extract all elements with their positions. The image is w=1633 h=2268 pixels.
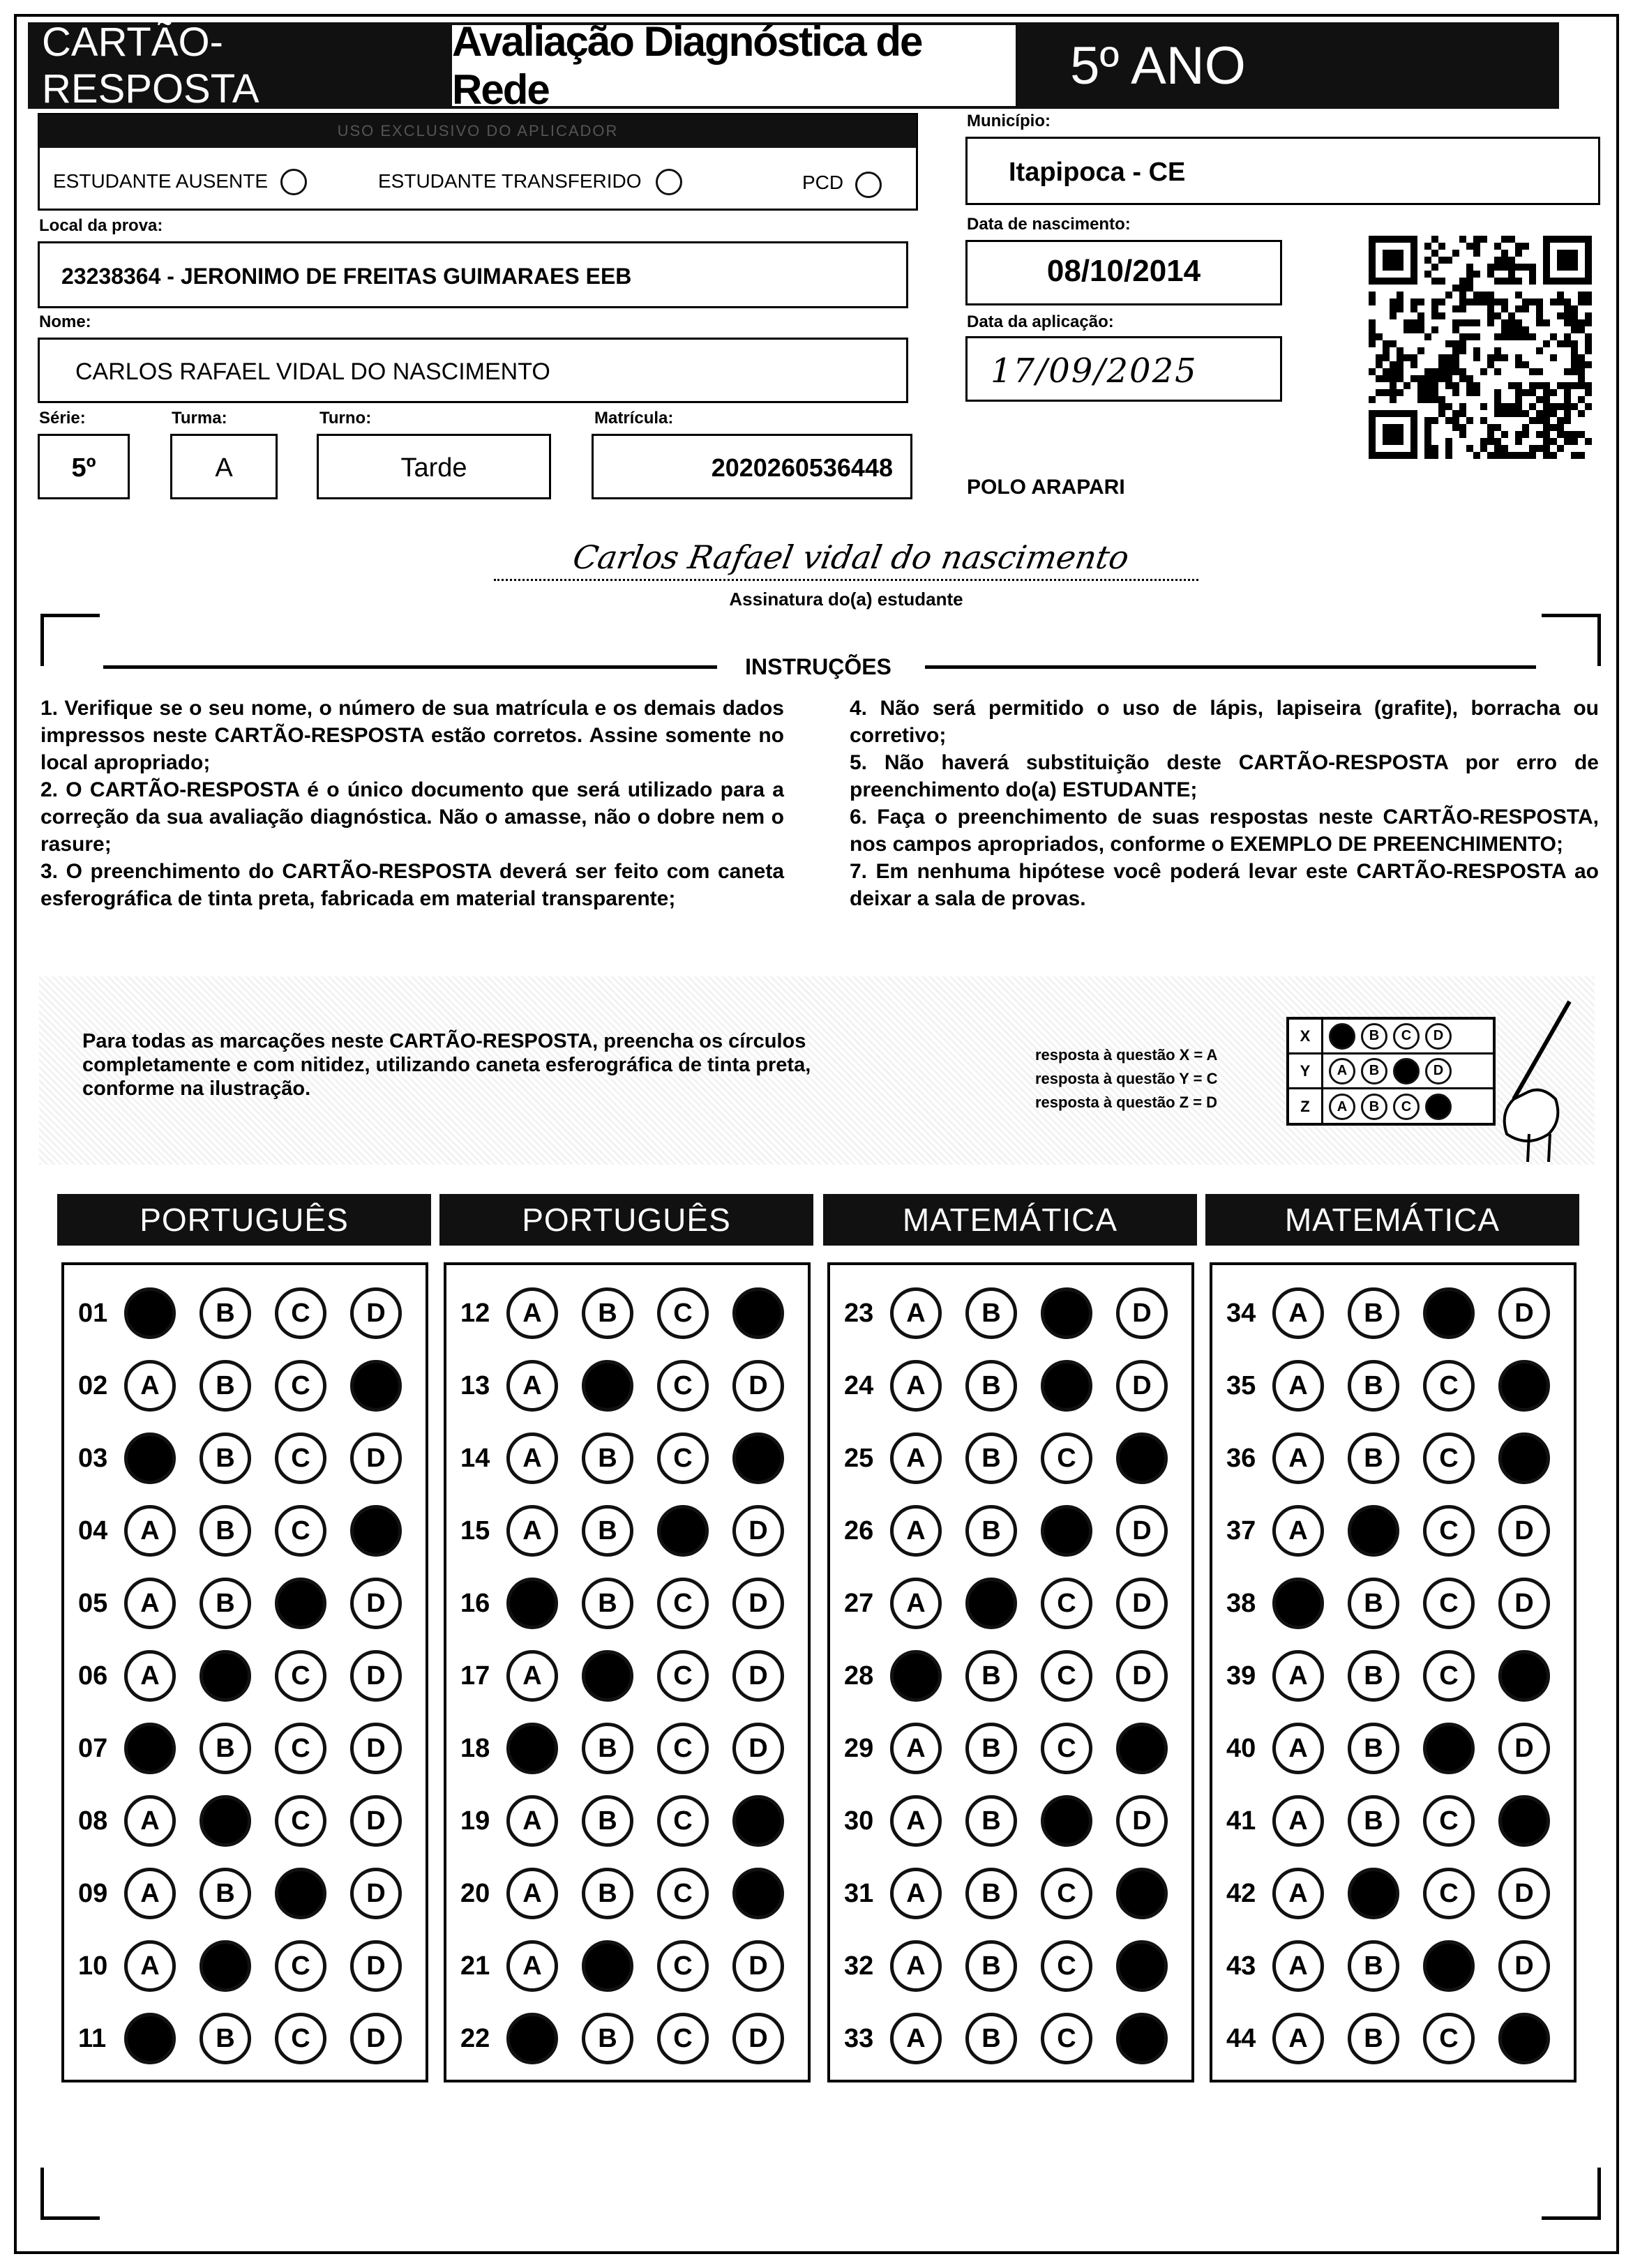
- answer-bubble-18-a[interactable]: [506, 1723, 558, 1774]
- answer-bubble-02-d[interactable]: [350, 1360, 402, 1412]
- instructions-rule-left: [103, 665, 717, 669]
- answer-bubble-17-a[interactable]: A: [506, 1650, 558, 1702]
- answer-bubble-26-b[interactable]: B: [965, 1505, 1017, 1557]
- answer-bubble-28-c[interactable]: C: [1041, 1650, 1092, 1702]
- answer-bubble-02-a[interactable]: A: [124, 1360, 176, 1412]
- answer-bubble-05-a[interactable]: A: [124, 1578, 176, 1629]
- answer-bubble-15-a[interactable]: A: [506, 1505, 558, 1557]
- answer-bubble-20-b[interactable]: B: [582, 1868, 633, 1919]
- answer-bubble-04-c[interactable]: C: [275, 1505, 326, 1557]
- answer-bubble-42-d[interactable]: D: [1498, 1868, 1550, 1919]
- answer-bubble-30-d[interactable]: D: [1116, 1795, 1168, 1847]
- answer-bubble-31-a[interactable]: A: [890, 1868, 942, 1919]
- answer-bubble-30-b[interactable]: B: [965, 1795, 1017, 1847]
- turma-label: Turma:: [172, 409, 227, 428]
- grade-title: 5º ANO: [1070, 36, 1246, 96]
- answer-bubble-02-b[interactable]: B: [200, 1360, 251, 1412]
- nascimento-label: Data de nascimento:: [967, 215, 1131, 234]
- polo-label: POLO ARAPARI: [967, 476, 1125, 499]
- answer-bubble-34-d[interactable]: D: [1498, 1287, 1550, 1339]
- question-number: 25: [844, 1444, 874, 1473]
- answer-bubble-20-a[interactable]: A: [506, 1868, 558, 1919]
- answer-bubble-06-b[interactable]: [200, 1650, 251, 1702]
- question-number: 13: [460, 1371, 490, 1400]
- answer-bubble-06-c[interactable]: C: [275, 1650, 326, 1702]
- serie-label: Série:: [39, 409, 86, 428]
- question-number: 31: [844, 1879, 874, 1908]
- municipio-value: Itapipoca - CE: [1009, 158, 1186, 187]
- answer-bubble-41-d[interactable]: [1498, 1795, 1550, 1847]
- answer-bubble-14-b[interactable]: B: [582, 1432, 633, 1484]
- answer-bubble-26-c[interactable]: [1041, 1505, 1092, 1557]
- answer-bubble-22-b[interactable]: B: [582, 2013, 633, 2064]
- question-number: 16: [460, 1589, 490, 1618]
- question-number: 12: [460, 1299, 490, 1328]
- corner-bottom-left: [40, 2168, 100, 2220]
- matricula-label: Matrícula:: [594, 409, 674, 428]
- answer-bubble-08-b[interactable]: [200, 1795, 251, 1847]
- question-number: 33: [844, 2024, 874, 2053]
- answer-bubble-10-b[interactable]: [200, 1940, 251, 1992]
- answer-bubble-10-c[interactable]: C: [275, 1940, 326, 1992]
- question-number: 21: [460, 1951, 490, 1981]
- answer-bubble-35-c[interactable]: C: [1423, 1360, 1475, 1412]
- answer-bubble-36-c[interactable]: C: [1423, 1432, 1475, 1484]
- answer-bubble-19-c[interactable]: C: [657, 1795, 709, 1847]
- answer-bubble-26-d[interactable]: D: [1116, 1505, 1168, 1557]
- question-number: 06: [78, 1661, 108, 1691]
- answer-bubble-39-b[interactable]: B: [1348, 1650, 1399, 1702]
- answer-bubble-04-d[interactable]: [350, 1505, 402, 1557]
- example-bubble-b: B: [1361, 1058, 1387, 1084]
- nome-value: CARLOS RAFAEL VIDAL DO NASCIMENTO: [75, 358, 550, 385]
- answer-bubble-35-b[interactable]: B: [1348, 1360, 1399, 1412]
- answer-bubble-29-a[interactable]: A: [890, 1723, 942, 1774]
- question-number: 37: [1226, 1516, 1256, 1545]
- turno-label: Turno:: [319, 409, 372, 428]
- answer-bubble-11-c[interactable]: C: [275, 2013, 326, 2064]
- answer-bubble-01-b[interactable]: B: [200, 1287, 251, 1339]
- question-number: 05: [78, 1589, 108, 1618]
- answer-bubble-14-a[interactable]: A: [506, 1432, 558, 1484]
- answer-bubble-18-b[interactable]: B: [582, 1723, 633, 1774]
- answer-bubble-22-a[interactable]: [506, 2013, 558, 2064]
- answer-bubble-22-d[interactable]: D: [732, 2013, 784, 2064]
- question-number: 24: [844, 1371, 874, 1400]
- instructions-title: INSTRUÇÕES: [745, 654, 891, 679]
- answer-bubble-01-a[interactable]: [124, 1287, 176, 1339]
- answer-bubble-29-b[interactable]: B: [965, 1723, 1017, 1774]
- question-number: 40: [1226, 1734, 1256, 1763]
- answer-bubble-32-b[interactable]: B: [965, 1940, 1017, 1992]
- answer-bubble-27-a[interactable]: A: [890, 1578, 942, 1629]
- question-number: 34: [1226, 1299, 1256, 1328]
- answer-bubble-39-a[interactable]: A: [1272, 1650, 1324, 1702]
- answer-bubble-40-a[interactable]: A: [1272, 1723, 1324, 1774]
- pcd-label: PCD: [802, 172, 844, 193]
- answer-bubble-18-d[interactable]: D: [732, 1723, 784, 1774]
- answer-bubble-38-d[interactable]: D: [1498, 1578, 1550, 1629]
- answer-bubble-06-a[interactable]: A: [124, 1650, 176, 1702]
- question-number: 15: [460, 1516, 490, 1545]
- answer-bubble-25-a[interactable]: A: [890, 1432, 942, 1484]
- example-bubble-c: C: [1393, 1023, 1420, 1050]
- question-number: 27: [844, 1589, 874, 1618]
- section-title: MATEMÁTICA: [823, 1194, 1197, 1246]
- answer-bubble-36-b[interactable]: B: [1348, 1432, 1399, 1484]
- corner-top-right: [1542, 614, 1601, 666]
- answer-bubble-09-a[interactable]: A: [124, 1868, 176, 1919]
- answer-bubble-09-c[interactable]: [275, 1868, 326, 1919]
- nome-label: Nome:: [39, 312, 91, 331]
- signature-label: Assinatura do(a) estudante: [729, 589, 963, 610]
- answer-bubble-20-c[interactable]: C: [657, 1868, 709, 1919]
- question-number: 10: [78, 1951, 108, 1981]
- answer-bubble-16-a[interactable]: [506, 1578, 558, 1629]
- answer-bubble-01-c[interactable]: C: [275, 1287, 326, 1339]
- answer-bubble-04-b[interactable]: B: [200, 1505, 251, 1557]
- transferred-option[interactable]: [656, 169, 682, 195]
- answer-bubble-08-d[interactable]: D: [350, 1795, 402, 1847]
- answer-bubble-43-d[interactable]: D: [1498, 1940, 1550, 1992]
- answer-bubble-18-c[interactable]: C: [657, 1723, 709, 1774]
- example-row: [1289, 1020, 1493, 1054]
- example-question-label: Y: [1289, 1054, 1323, 1087]
- absent-option[interactable]: [280, 169, 307, 195]
- corner-top-left: [40, 614, 100, 666]
- turno-value: Tarde: [400, 453, 467, 483]
- example-bubble-d: D: [1425, 1023, 1452, 1050]
- answer-bubble-01-d[interactable]: D: [350, 1287, 402, 1339]
- answer-bubble-38-a[interactable]: [1272, 1578, 1324, 1629]
- answer-bubble-17-d[interactable]: D: [732, 1650, 784, 1702]
- section-title: MATEMÁTICA: [1205, 1194, 1579, 1246]
- example-bubble-b: B: [1361, 1094, 1387, 1120]
- corner-bottom-right: [1542, 2168, 1601, 2220]
- question-number: 14: [460, 1444, 490, 1473]
- answer-bubble-42-c[interactable]: C: [1423, 1868, 1475, 1919]
- answer-bubble-41-b[interactable]: B: [1348, 1795, 1399, 1847]
- answer-bubble-44-b[interactable]: B: [1348, 2013, 1399, 2064]
- answer-bubble-31-d[interactable]: [1116, 1868, 1168, 1919]
- section-title: PORTUGUÊS: [57, 1194, 431, 1246]
- question-number: 22: [460, 2024, 490, 2053]
- answer-bubble-34-c[interactable]: [1423, 1287, 1475, 1339]
- answer-bubble-27-c[interactable]: C: [1041, 1578, 1092, 1629]
- answer-bubble-24-a[interactable]: A: [890, 1360, 942, 1412]
- answer-bubble-19-d[interactable]: [732, 1795, 784, 1847]
- answer-bubble-03-b[interactable]: B: [200, 1432, 251, 1484]
- answer-bubble-15-c[interactable]: [657, 1505, 709, 1557]
- answer-bubble-23-c[interactable]: [1041, 1287, 1092, 1339]
- answer-bubble-30-c[interactable]: [1041, 1795, 1092, 1847]
- answer-bubble-39-d[interactable]: [1498, 1650, 1550, 1702]
- applicator-bar: USO EXCLUSIVO DO APLICADOR: [39, 114, 917, 148]
- answer-bubble-17-b[interactable]: [582, 1650, 633, 1702]
- answer-bubble-42-b[interactable]: [1348, 1868, 1399, 1919]
- answer-bubble-10-a[interactable]: A: [124, 1940, 176, 1992]
- answer-bubble-12-c[interactable]: C: [657, 1287, 709, 1339]
- answer-bubble-19-a[interactable]: A: [506, 1795, 558, 1847]
- answer-bubble-16-d[interactable]: D: [732, 1578, 784, 1629]
- example-question-label: X: [1289, 1020, 1323, 1052]
- answer-bubble-41-c[interactable]: C: [1423, 1795, 1475, 1847]
- answer-bubble-43-a[interactable]: A: [1272, 1940, 1324, 1992]
- answer-bubble-21-c[interactable]: C: [657, 1940, 709, 1992]
- answer-bubble-37-a[interactable]: A: [1272, 1505, 1324, 1557]
- question-number: 29: [844, 1734, 874, 1763]
- transferred-label: ESTUDANTE TRANSFERIDO: [378, 170, 642, 192]
- answer-bubble-07-c[interactable]: C: [275, 1723, 326, 1774]
- answer-bubble-40-b[interactable]: B: [1348, 1723, 1399, 1774]
- answer-bubble-10-d[interactable]: D: [350, 1940, 402, 1992]
- absent-label: ESTUDANTE AUSENTE: [53, 170, 269, 192]
- qr-code: [1369, 236, 1592, 459]
- answer-bubble-37-d[interactable]: D: [1498, 1505, 1550, 1557]
- example-row: [1289, 1089, 1493, 1124]
- answer-bubble-23-a[interactable]: A: [890, 1287, 942, 1339]
- answer-bubble-16-c[interactable]: C: [657, 1578, 709, 1629]
- answer-bubble-34-a[interactable]: A: [1272, 1287, 1324, 1339]
- instructions-left: 1. Verifique se o seu nome, o número de sua matrícula e os demais dados impressos neste CARTÃO-RESPOSTA estão corretos. Assine somente no local apropriado; 2. O CARTÃO-RESPOSTA é o único documento que será utilizado para a correção da sua avaliação diagnóstica. Não o amasse, não o dobre nem o rasure; 3. O preenchimento do CARTÃO-RESPOSTA deverá ser feito com caneta esferográfica de tinta preta, fabricada em material transparente;: [40, 697, 784, 910]
- answer-bubble-11-a[interactable]: [124, 2013, 176, 2064]
- municipio-label: Município:: [967, 112, 1051, 130]
- answer-bubble-07-a[interactable]: [124, 1723, 176, 1774]
- answer-bubble-03-c[interactable]: C: [275, 1432, 326, 1484]
- answer-bubble-25-d[interactable]: [1116, 1432, 1168, 1484]
- question-number: 17: [460, 1661, 490, 1691]
- signature: Carlos Rafael vidal do nascimento: [570, 538, 1132, 576]
- answer-bubble-11-b[interactable]: B: [200, 2013, 251, 2064]
- answer-bubble-15-d[interactable]: D: [732, 1505, 784, 1557]
- answer-bubble-20-d[interactable]: [732, 1868, 784, 1919]
- answer-bubble-28-d[interactable]: D: [1116, 1650, 1168, 1702]
- answer-bubble-21-b[interactable]: [582, 1940, 633, 1992]
- answer-bubble-12-a[interactable]: A: [506, 1287, 558, 1339]
- answer-bubble-29-c[interactable]: C: [1041, 1723, 1092, 1774]
- answer-bubble-27-b[interactable]: [965, 1578, 1017, 1629]
- example-bubble-a: A: [1329, 1094, 1355, 1120]
- example-bubble-d: [1425, 1094, 1452, 1120]
- question-number: 20: [460, 1879, 490, 1908]
- answer-bubble-37-b[interactable]: [1348, 1505, 1399, 1557]
- answer-bubble-44-a[interactable]: A: [1272, 2013, 1324, 2064]
- question-number: 08: [78, 1806, 108, 1836]
- instructions-rule-right: [925, 665, 1536, 669]
- answer-bubble-25-c[interactable]: C: [1041, 1432, 1092, 1484]
- example-bubble-c: [1393, 1058, 1420, 1084]
- question-number: 42: [1226, 1879, 1256, 1908]
- answer-bubble-42-a[interactable]: A: [1272, 1868, 1324, 1919]
- answer-bubble-24-d[interactable]: D: [1116, 1360, 1168, 1412]
- answer-bubble-32-d[interactable]: [1116, 1940, 1168, 1992]
- answer-bubble-40-d[interactable]: D: [1498, 1723, 1550, 1774]
- answer-bubble-24-c[interactable]: [1041, 1360, 1092, 1412]
- answer-bubble-07-d[interactable]: D: [350, 1723, 402, 1774]
- answer-bubble-44-d[interactable]: [1498, 2013, 1550, 2064]
- question-number: 09: [78, 1879, 108, 1908]
- answer-bubble-33-d[interactable]: [1116, 2013, 1168, 2064]
- answer-bubble-38-b[interactable]: B: [1348, 1578, 1399, 1629]
- answer-bubble-12-d[interactable]: [732, 1287, 784, 1339]
- question-number: 39: [1226, 1661, 1256, 1691]
- answer-bubble-04-a[interactable]: A: [124, 1505, 176, 1557]
- answer-bubble-12-b[interactable]: B: [582, 1287, 633, 1339]
- answer-bubble-35-a[interactable]: A: [1272, 1360, 1324, 1412]
- answer-bubble-28-b[interactable]: B: [965, 1650, 1017, 1702]
- answer-bubble-13-d[interactable]: D: [732, 1360, 784, 1412]
- answer-bubble-05-b[interactable]: B: [200, 1578, 251, 1629]
- matricula-value: 2020260536448: [711, 453, 893, 482]
- answer-bubble-13-b[interactable]: [582, 1360, 633, 1412]
- answer-bubble-25-b[interactable]: B: [965, 1432, 1017, 1484]
- example-question-label: Z: [1289, 1089, 1323, 1124]
- answer-bubble-17-c[interactable]: C: [657, 1650, 709, 1702]
- answer-bubble-08-c[interactable]: C: [275, 1795, 326, 1847]
- answer-bubble-09-b[interactable]: B: [200, 1868, 251, 1919]
- question-number: 04: [78, 1516, 108, 1545]
- answer-bubble-16-b[interactable]: B: [582, 1578, 633, 1629]
- pen-hand-icon: [1486, 995, 1576, 1162]
- answer-bubble-26-a[interactable]: A: [890, 1505, 942, 1557]
- answer-bubble-05-d[interactable]: D: [350, 1578, 402, 1629]
- example-bubble-b: B: [1361, 1023, 1387, 1050]
- question-number: 43: [1226, 1951, 1256, 1981]
- question-number: 18: [460, 1734, 490, 1763]
- question-number: 11: [78, 2024, 107, 2053]
- question-number: 01: [78, 1299, 108, 1328]
- answer-bubble-14-d[interactable]: [732, 1432, 784, 1484]
- answer-bubble-13-c[interactable]: C: [657, 1360, 709, 1412]
- answer-bubble-21-a[interactable]: A: [506, 1940, 558, 1992]
- answer-bubble-31-c[interactable]: C: [1041, 1868, 1092, 1919]
- aplicacao-value: 17/09/2025: [991, 351, 1198, 391]
- card-label: CARTÃO-RESPOSTA: [42, 20, 259, 112]
- question-number: 26: [844, 1516, 874, 1545]
- answer-bubble-09-d[interactable]: D: [350, 1868, 402, 1919]
- answer-bubble-33-b[interactable]: B: [965, 2013, 1017, 2064]
- question-number: 38: [1226, 1589, 1256, 1618]
- answer-bubble-40-c[interactable]: [1423, 1723, 1475, 1774]
- answer-bubble-29-d[interactable]: [1116, 1723, 1168, 1774]
- answer-bubble-27-d[interactable]: D: [1116, 1578, 1168, 1629]
- question-number: 19: [460, 1806, 490, 1836]
- answer-bubble-34-b[interactable]: B: [1348, 1287, 1399, 1339]
- answer-bubble-24-b[interactable]: B: [965, 1360, 1017, 1412]
- answer-bubble-35-d[interactable]: [1498, 1360, 1550, 1412]
- question-number: 03: [78, 1444, 108, 1473]
- example-line-z: resposta à questão Z = D: [1035, 1094, 1218, 1111]
- answer-bubble-19-b[interactable]: B: [582, 1795, 633, 1847]
- example-line-x: resposta à questão X = A: [1035, 1046, 1218, 1064]
- example-grid: [1286, 1017, 1496, 1126]
- example-bubble-c: C: [1393, 1094, 1420, 1120]
- answer-bubble-23-b[interactable]: B: [965, 1287, 1017, 1339]
- example-bubble-a: A: [1329, 1058, 1355, 1084]
- answer-bubble-11-d[interactable]: D: [350, 2013, 402, 2064]
- question-number: 32: [844, 1951, 874, 1981]
- answer-bubble-07-b[interactable]: B: [200, 1723, 251, 1774]
- answer-bubble-08-a[interactable]: A: [124, 1795, 176, 1847]
- question-number: 41: [1226, 1806, 1256, 1836]
- answer-bubble-39-c[interactable]: C: [1423, 1650, 1475, 1702]
- nascimento-value: 08/10/2014: [1046, 254, 1201, 288]
- question-number: 30: [844, 1806, 874, 1836]
- question-number: 07: [78, 1734, 108, 1763]
- answer-bubble-32-c[interactable]: C: [1041, 1940, 1092, 1992]
- answer-bubble-36-a[interactable]: A: [1272, 1432, 1324, 1484]
- example-text: Para todas as marcações neste CARTÃO-RESPOSTA, preencha os círculos completamente e com nitidez, utilizando caneta esferográfica de tinta preta, conforme na ilustração.: [82, 1030, 811, 1100]
- example-bubble-a: [1329, 1023, 1355, 1050]
- answer-bubble-02-c[interactable]: C: [275, 1360, 326, 1412]
- turma-value: A: [215, 453, 233, 483]
- question-number: 44: [1226, 2024, 1256, 2053]
- answer-bubble-33-a[interactable]: A: [890, 2013, 942, 2064]
- answer-bubble-31-b[interactable]: B: [965, 1868, 1017, 1919]
- answer-bubble-13-a[interactable]: A: [506, 1360, 558, 1412]
- serie-value: 5º: [71, 453, 96, 483]
- section-title: PORTUGUÊS: [439, 1194, 813, 1246]
- pcd-option[interactable]: [855, 172, 882, 198]
- answer-bubble-43-c[interactable]: [1423, 1940, 1475, 1992]
- answer-bubble-30-a[interactable]: A: [890, 1795, 942, 1847]
- answer-bubble-22-c[interactable]: C: [657, 2013, 709, 2064]
- question-number: 28: [844, 1661, 874, 1691]
- answer-bubble-41-a[interactable]: A: [1272, 1795, 1324, 1847]
- local-value: 23238364 - JERONIMO DE FREITAS GUIMARAES EEB: [61, 264, 632, 289]
- answer-bubble-21-d[interactable]: D: [732, 1940, 784, 1992]
- local-label: Local da prova:: [39, 216, 163, 235]
- instructions-right: 4. Não será permitido o uso de lápis, lapiseira (grafite), borracha ou corretivo; 5. Não haverá substituição deste CARTÃO-RESPOSTA por erro de preenchimento do(a) ESTUDANTE; 6. Faça o preenchimento de suas respostas neste CARTÃO-RESPOSTA, nos campos apropriados, conforme o EXEMPLO DE PREENCHIMENTO; 7. Em nenhuma hipótese você poderá levar este CARTÃO-RESPOSTA ao deixar a sala de provas.: [850, 697, 1599, 910]
- example-line-y: resposta à questão Y = C: [1035, 1070, 1218, 1087]
- answer-bubble-03-d[interactable]: D: [350, 1432, 402, 1484]
- aplicacao-label: Data da aplicação:: [967, 312, 1114, 331]
- example-row: [1289, 1054, 1493, 1089]
- answer-bubble-03-a[interactable]: [124, 1432, 176, 1484]
- answer-bubble-38-c[interactable]: C: [1423, 1578, 1475, 1629]
- answer-bubble-05-c[interactable]: [275, 1578, 326, 1629]
- answer-bubble-43-b[interactable]: B: [1348, 1940, 1399, 1992]
- answer-bubble-32-a[interactable]: A: [890, 1940, 942, 1992]
- answer-bubble-14-c[interactable]: C: [657, 1432, 709, 1484]
- answer-bubble-36-d[interactable]: [1498, 1432, 1550, 1484]
- question-number: 36: [1226, 1444, 1256, 1473]
- question-number: 35: [1226, 1371, 1256, 1400]
- example-bubble-d: D: [1425, 1058, 1452, 1084]
- answer-bubble-44-c[interactable]: C: [1423, 2013, 1475, 2064]
- question-number: 02: [78, 1371, 108, 1400]
- answer-bubble-28-a[interactable]: [890, 1650, 942, 1702]
- answer-bubble-06-d[interactable]: D: [350, 1650, 402, 1702]
- eval-title: Avaliação Diagnóstica de Rede: [452, 25, 1016, 106]
- answer-bubble-33-c[interactable]: C: [1041, 2013, 1092, 2064]
- question-number: 23: [844, 1299, 874, 1328]
- answer-bubble-23-d[interactable]: D: [1116, 1287, 1168, 1339]
- signature-line: [494, 579, 1198, 581]
- answer-bubble-15-b[interactable]: B: [582, 1505, 633, 1557]
- answer-bubble-37-c[interactable]: C: [1423, 1505, 1475, 1557]
